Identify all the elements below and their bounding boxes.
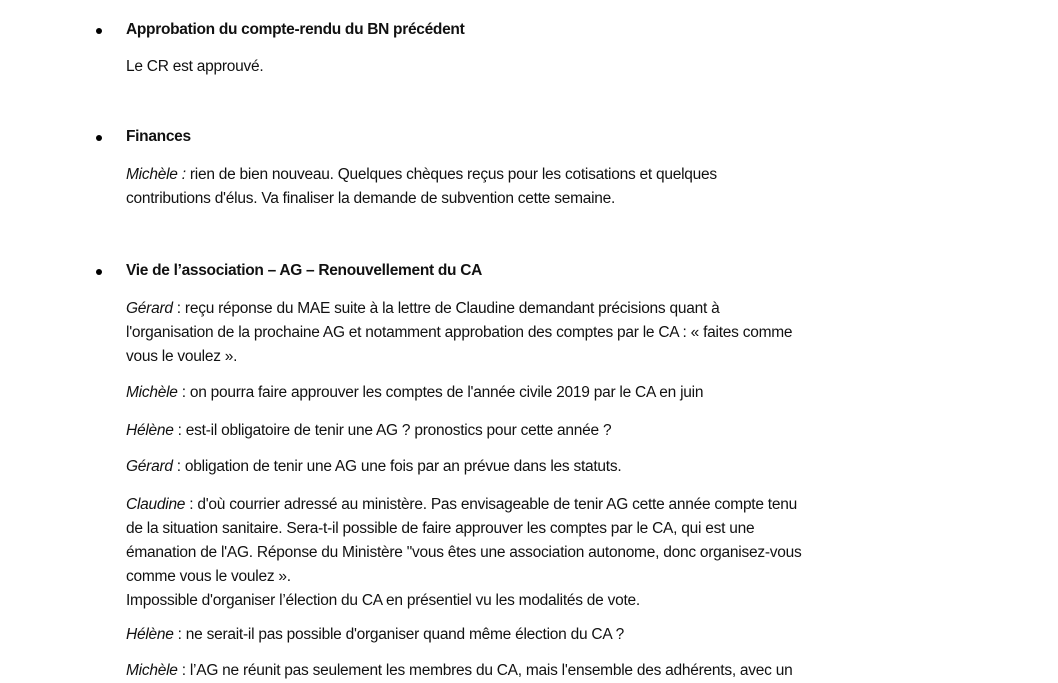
section-heading-approbation: Approbation du compte-rendu du BN précédent bbox=[126, 21, 465, 38]
paragraph-text: : on pourra faire approuver les comptes de l'année civile 2019 par le CA en juin bbox=[177, 384, 704, 401]
speaker-name: Hélène bbox=[126, 422, 174, 439]
speaker-name: Gérard bbox=[126, 300, 173, 317]
bullet-icon bbox=[96, 28, 102, 34]
paragraph-text: : obligation de tenir une AG une fois par an prévue dans les statuts. bbox=[172, 458, 622, 475]
speaker-name: Michèle bbox=[126, 662, 178, 679]
paragraph-line: contributions d'élus. Va finaliser la demande de subvention cette semaine. bbox=[126, 190, 616, 207]
paragraph bbox=[126, 419, 611, 443]
paragraph-line bbox=[126, 419, 611, 443]
paragraph-line bbox=[126, 163, 717, 187]
paragraph-line: Le CR est approuvé. bbox=[126, 58, 264, 75]
paragraph bbox=[126, 55, 263, 79]
speaker-name: Claudine bbox=[126, 496, 186, 513]
paragraph-text: : reçu réponse du MAE suite à la lettre de Claudine demandant précisions quant à bbox=[172, 300, 720, 317]
speaker-name: Michèle bbox=[126, 384, 178, 401]
paragraph-line: l'organisation de la prochaine AG et notamment approbation des comptes par le CA : « faites comme bbox=[126, 324, 793, 341]
bullet-icon bbox=[96, 269, 102, 275]
paragraph-text: : ne serait-il pas possible d'organiser quand même élection du CA ? bbox=[173, 626, 624, 643]
bullet-icon bbox=[96, 135, 102, 141]
paragraph-line: Impossible d'organiser l’élection du CA en présentiel vu les modalités de vote. bbox=[126, 592, 640, 609]
paragraph-line: émanation de l'AG. Réponse du Ministère "vous êtes une association autonome, donc organisez-vous bbox=[126, 544, 802, 561]
section-heading-finances: Finances bbox=[126, 128, 191, 145]
paragraph bbox=[126, 381, 703, 405]
paragraph-text: : d'où courrier adressé au ministère. Pas envisageable de tenir AG cette année compte tenu bbox=[185, 496, 797, 513]
paragraph-line bbox=[126, 493, 801, 517]
paragraph-line bbox=[126, 297, 792, 321]
paragraph-line: de la situation sanitaire. Sera-t-il possible de faire approuver les comptes par le CA, qui est une bbox=[126, 520, 755, 537]
paragraph bbox=[126, 493, 801, 613]
paragraph bbox=[126, 455, 621, 479]
paragraph-line: comme vous le voulez ». bbox=[126, 568, 291, 585]
paragraph bbox=[126, 623, 624, 647]
paragraph-line bbox=[126, 659, 792, 683]
paragraph-text: : l’AG ne réunit pas seulement les membres du CA, mais l'ensemble des adhérents, avec un bbox=[177, 662, 793, 679]
section-heading-vie-association: Vie de l’association – AG – Renouvellement du CA bbox=[126, 262, 482, 279]
speaker-name: Hélène bbox=[126, 626, 174, 643]
paragraph bbox=[126, 163, 717, 211]
paragraph-line bbox=[126, 623, 624, 647]
paragraph-text: rien de bien nouveau. Quelques chèques reçus pour les cotisations et quelques bbox=[185, 166, 717, 183]
paragraph-line: vous le voulez ». bbox=[126, 348, 238, 365]
paragraph-line bbox=[126, 455, 621, 479]
speaker-name: Gérard bbox=[126, 458, 173, 475]
paragraph-text: : est-il obligatoire de tenir une AG ? pronostics pour cette année ? bbox=[173, 422, 612, 439]
paragraph bbox=[126, 297, 792, 369]
paragraph-line bbox=[126, 381, 703, 405]
speaker-name: Michèle : bbox=[126, 166, 186, 183]
paragraph bbox=[126, 659, 792, 683]
